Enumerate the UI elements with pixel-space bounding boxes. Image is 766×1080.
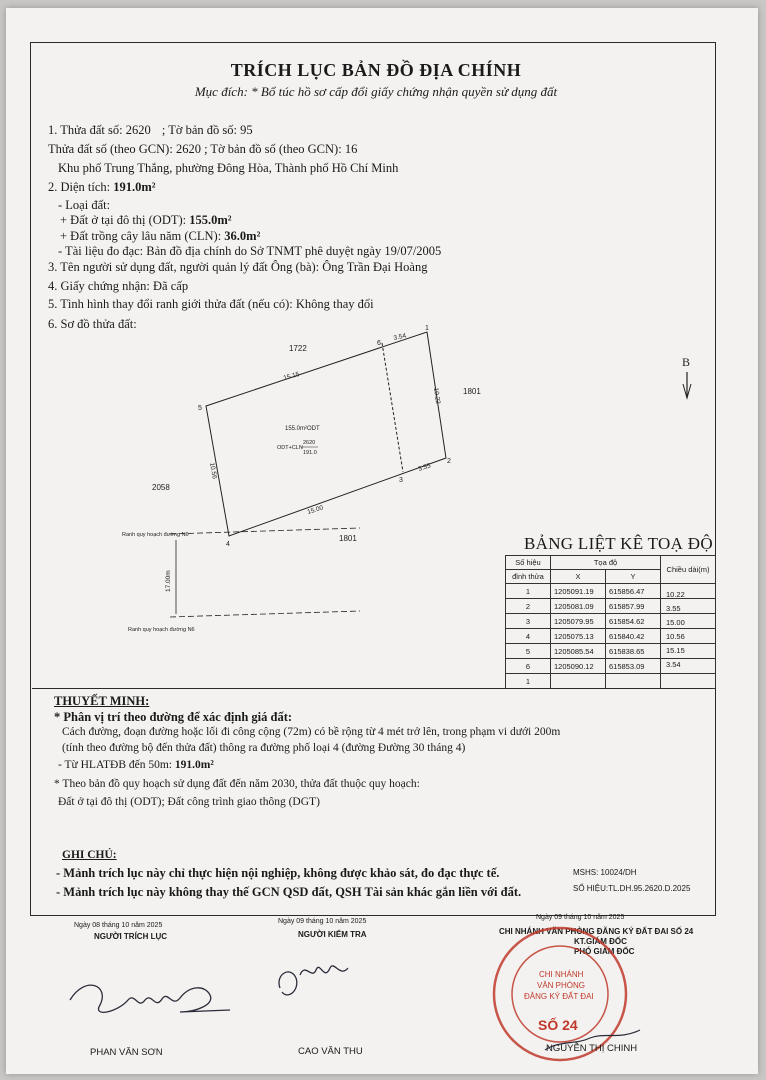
owner-line: 3. Tên người sử dụng đất, người quản lý đất Ông (bà): Ông Trần Đại Hoàng [48,260,428,274]
table-row: 3 1205079.95 615854.62 [506,614,716,629]
neighbor-parcel-bottom: 1801 [339,534,357,543]
length-value: 3.55 [666,604,681,613]
boundary-change-line: 5. Tình hình thay đổi ranh giới thửa đất (nếu có): Không thay đổi [48,297,374,311]
official-stamp-icon [494,928,626,1060]
vertex-6: 6 [377,340,381,347]
edge-4-5-length: 10.56 [208,462,218,480]
document-serial: SỐ HIỆU:TL.DH.95.2620.D.2025 [573,884,691,893]
odt-line: + Đất ở tại đô thị (ODT): 155.0m² [60,213,232,227]
document-title: TRÍCH LỤC BẢN ĐỒ ĐỊA CHÍNH [230,60,522,80]
remarks-heading: GHI CHÚ: [62,849,117,861]
notes-heading: THUYẾT MINH: [54,694,150,708]
mshs-code: MSHS: 10024/DH [573,868,637,877]
coordinates-title: BẢNG LIỆT KÊ TOẠ ĐỘ [524,534,713,553]
coordinates-table: Số hiệu Tọa độ Chiều dài(m) đỉnh thửa X Y 1 1205091.19 615856.47 2 1205081.09 615857.99 3 1205079.95 615854.62 4 1205075.13 615840.42 5 1205085.54 615838.65 6 1205090.12 615853.09 1 [505,555,716,689]
vertex-4: 4 [226,541,230,548]
notes-line: Đất ở tại đô thị (ODT); Đất công trình giao thông (DGT) [58,796,320,808]
table-row: 5 1205085.54 615838.65 [506,644,716,659]
signer2-date: Ngày 09 tháng 10 năm 2025 [278,918,367,925]
signer1-name: PHAN VĂN SƠN [90,1047,163,1058]
remark-line: - Mảnh trích lục này không thay thế GCN QSD đất, QSH Tài sản khác gắn liền với đất. [56,885,522,899]
sheet-number: 95 [240,123,253,137]
length-value: 15.15 [666,646,685,655]
notes-line: * Theo bản đồ quy hoạch sử dụng đất đến năm 2030, thửa đất thuộc quy hoạch: [54,778,420,790]
inner-area-label: 155.0m²ODT [285,426,320,432]
svg-text:ĐĂNG KÝ ĐẤT ĐAI: ĐĂNG KÝ ĐẤT ĐAI [524,992,594,1001]
signer1-date: Ngày 08 tháng 10 năm 2025 [74,922,163,929]
gcn-parcel-line: Thửa đất số (theo GCN): 2620 ; Tờ bản đồ số (theo GCN): 16 [48,142,358,156]
notes-line: Cách đường, đoạn đường hoặc lối đi công cộng (72m) có bề rộng từ 4 mét trở lên, trong phạm vi dưới 200m [62,726,561,738]
length-value: 3.54 [666,660,681,669]
svg-text:CHI NHÁNH: CHI NHÁNH [539,970,584,979]
table-row: 1 1205091.19 615856.47 [506,584,716,599]
neighbor-parcel-right: 1801 [463,387,481,396]
north-label: B [682,355,691,369]
table-row: 4 1205075.13 615840.42 [506,629,716,644]
notes-line: - Từ HLATĐB đến 50m: 191.0m² [58,759,214,771]
vertex-2: 2 [447,458,451,465]
signer2-name: CAO VĂN THU [298,1046,363,1057]
road-label-top: Ranh quy hoạch đường N6 [122,532,189,538]
vertex-5: 5 [198,405,202,412]
signer3-date: Ngày 09 tháng 10 năm 2025 [536,914,625,921]
length-value: 10.22 [666,590,685,599]
inner-id-label: 2620 [303,440,316,446]
signer3-role2: PHÓ GIÁM ĐỐC [574,947,635,956]
remark-line: - Mảnh trích lục này chỉ thực hiện nội nghiệp, không được khảo sát, đo đạc thực tế. [56,866,500,880]
svg-text:SỐ 24: SỐ 24 [538,1017,578,1033]
signature-icon [70,985,230,1012]
edge-6-1-length: 3.54 [392,332,407,342]
svg-text:VĂN PHÒNG: VĂN PHÒNG [537,981,586,990]
neighbor-parcel-top: 1722 [289,344,307,353]
neighbor-parcel-left: 2058 [152,483,170,492]
cln-line: + Đất trồng cây lâu năm (CLN): 36.0m² [60,229,261,243]
area-line: 2. Diện tích: 191.0m² [48,180,156,194]
edge-5-6-length: 15.15 [282,370,301,382]
owner-name: Ông (bà): Ông Trần Đại Hoàng [270,260,428,274]
document-purpose: Mục đích: * Bổ túc hồ sơ cấp đổi giấy chứng nhận quyền sử dụng đất [194,84,558,99]
signer3-name: NGUYỄN THỊ CHINH [546,1043,638,1054]
parcel-number: 2620 [125,123,151,137]
survey-document: - Tài liệu đo đạc: Bản đồ địa chính do Sở TNMT phê duyệt ngày 19/07/2005 [58,244,442,258]
signature-icon [279,966,348,995]
edge-3-4-length: 15.00 [306,504,325,516]
vertex-3: 3 [399,477,403,484]
land-type-label: - Loại đất: [58,198,111,212]
road-label-bottom: Ranh quy hoạch đường N6 [128,627,195,633]
table-row: 1 [506,674,716,689]
total-area: 191.0m² [113,180,156,194]
length-value: 10.56 [666,632,685,641]
parcel-address: Khu phố Trung Thắng, phường Đông Hòa, Thành phố Hồ Chí Minh [58,161,399,175]
inner-area2-label: 191.0 [303,450,317,456]
certificate-line: 4. Giấy chứng nhận: Đã cấp [48,279,189,293]
diagram-label: 6. Sơ đồ thửa đất: [48,317,137,331]
road-width-label: 17.00m [165,570,172,592]
edge-2-3-length: 3.55 [417,462,432,473]
signer2-role: NGƯỜI KIỂM TRA [298,930,367,939]
signer3-role1: KT.GIÁM ĐỐC [574,937,627,946]
table-row: 2 1205081.09 615857.99 [506,599,716,614]
office-name: CHI NHÁNH VĂN PHÒNG ĐĂNG KÝ ĐẤT ĐAI SỐ 24 [499,927,694,936]
signer1-role: NGƯỜI TRÍCH LỤC [94,932,168,941]
notes-line: (tính theo đường bộ đến thửa đất) thông ra đường phố loại 4 (đường Đường 30 tháng 4) [62,742,466,754]
notes-line: * Phân vị trí theo đường để xác định giá đất: [54,710,293,724]
length-value: 15.00 [666,618,685,627]
inner-code-label: ODT+CLN [277,445,303,451]
table-row: 6 1205090.12 615853.09 [506,659,716,674]
parcel-number-line: 1. Thửa đất số: 2620 ; Tờ bản đồ số: 95 [48,123,253,137]
vertex-1: 1 [425,325,429,332]
edge-1-2-length: 10.22 [432,387,442,405]
